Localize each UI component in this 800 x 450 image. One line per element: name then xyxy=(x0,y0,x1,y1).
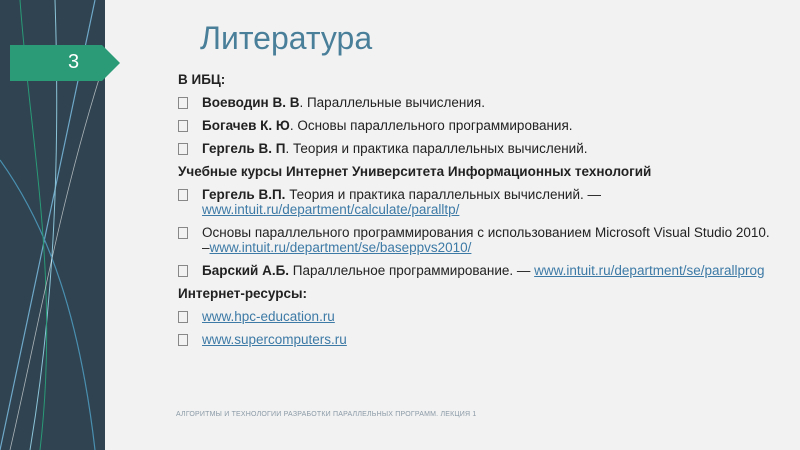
list-item xyxy=(178,141,778,156)
author: Барский А.Б. xyxy=(202,263,290,278)
list-item xyxy=(178,332,778,347)
resource-link[interactable]: www.hpc-education.ru xyxy=(202,309,335,324)
list-item xyxy=(178,118,778,133)
bullet-icon xyxy=(178,95,188,108)
item-text: . Параллельные вычисления. xyxy=(299,95,485,110)
bullet-icon xyxy=(178,118,188,131)
course-link[interactable]: www.intuit.ru/department/se/baseppvs2010/ xyxy=(209,240,472,255)
bullet-icon xyxy=(178,332,188,345)
item-text: Основы параллельного программирования с использованием Microsoft Visual Studio 2010. – xyxy=(202,225,770,255)
author: Воеводин В. В xyxy=(202,95,300,110)
item-text: Параллельное программирование. — xyxy=(289,263,535,278)
course-link[interactable]: www.intuit.ru/department/se/parallprog xyxy=(534,263,765,278)
item-text: . Основы параллельного программирования. xyxy=(289,118,573,133)
list-item xyxy=(178,225,778,255)
list-item xyxy=(178,95,778,110)
heading-internet: Интернет-ресурсы: xyxy=(178,286,308,301)
slide-number: 3 xyxy=(68,51,80,73)
resource-link[interactable]: www.supercomputers.ru xyxy=(202,332,347,347)
bullet-icon xyxy=(178,309,188,322)
bullet-icon xyxy=(178,225,188,238)
course-link[interactable]: www.intuit.ru/department/calculate/paralltp/ xyxy=(202,202,460,217)
slide-content xyxy=(178,72,778,355)
slide-number-badge xyxy=(10,45,102,81)
slide-footer: АЛГОРИТМЫ И ТЕХНОЛОГИИ РАЗРАБОТКИ ПАРАЛЛЕЛЬНЫХ ПРОГРАММ. ЛЕКЦИЯ 1 xyxy=(176,411,477,418)
item-text: Теория и практика параллельных вычислений. — xyxy=(285,187,602,202)
bullet-icon xyxy=(178,187,188,200)
bullet-icon xyxy=(178,141,188,154)
heading-courses: Учебные курсы Интернет Университета Информационных технологий xyxy=(178,164,652,179)
list-item xyxy=(178,309,778,324)
author: Гергель В.П. xyxy=(202,187,286,202)
list-item xyxy=(178,187,778,217)
author: Гергель В. П xyxy=(202,141,286,156)
slide-title: Литература xyxy=(200,20,373,56)
list-item xyxy=(178,263,778,278)
item-text: . Теория и практика параллельных вычислений. xyxy=(285,141,588,156)
bullet-icon xyxy=(178,263,188,276)
heading-ibc: В ИБЦ: xyxy=(178,72,226,87)
author: Богачев К. Ю xyxy=(202,118,290,133)
